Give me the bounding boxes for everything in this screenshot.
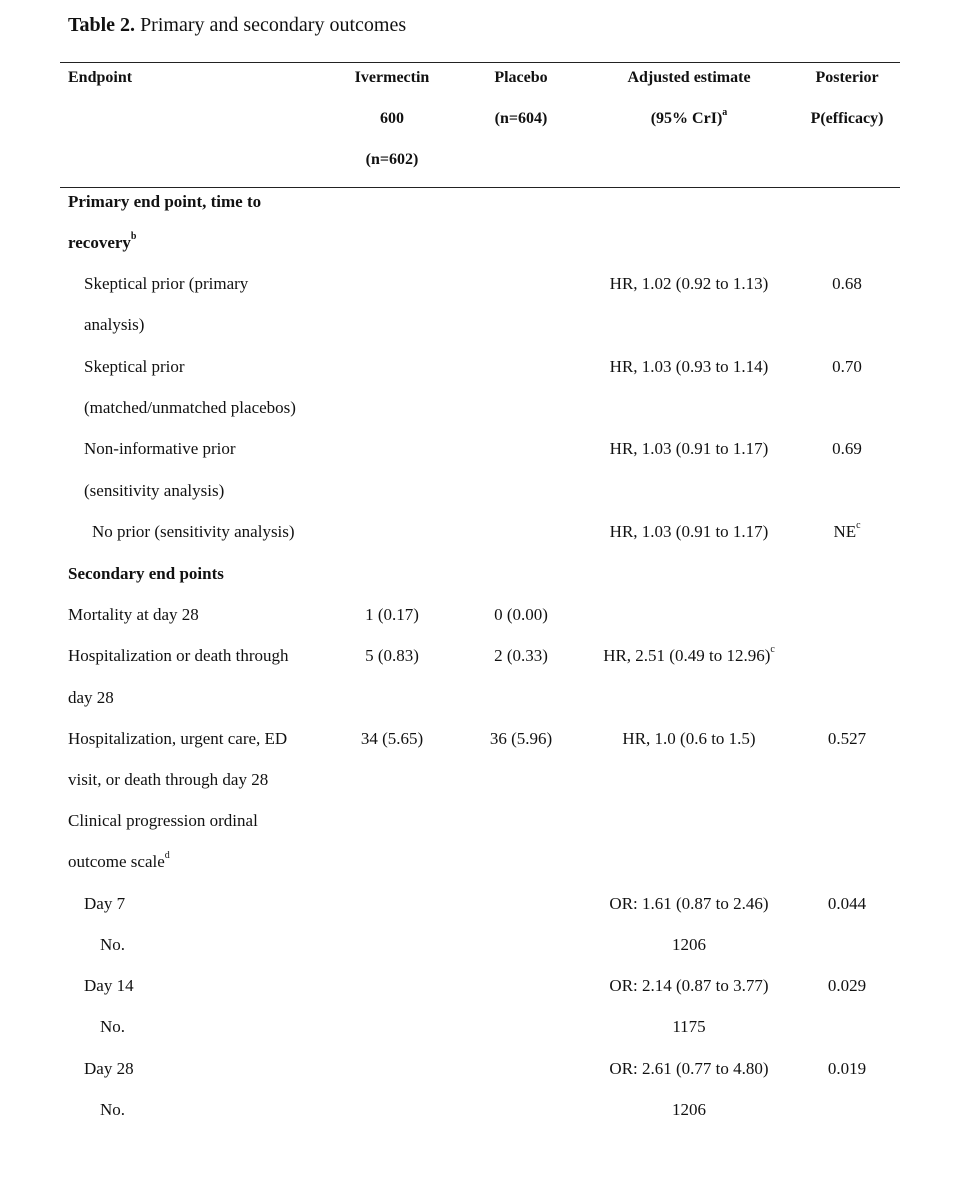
table-row: Skeptical prior HR, 1.03 (0.93 to 1.14) 0.70 — [84, 357, 862, 376]
table-row: Day 7 OR: 1.61 (0.87 to 2.46) 0.044 — [84, 894, 867, 913]
table-row: Mortality at day 28 1 (0.17) 0 (0.00) — [68, 605, 548, 624]
table-row: No. 1206 — [100, 1100, 706, 1119]
table-row: No prior (sensitivity analysis) HR, 1.03 (0.91 to 1.17) $NE^c$ — [92, 520, 861, 541]
table-row: Clinical progression ordinal — [68, 811, 258, 830]
table-row-cont: (matched/unmatched placebos) — [84, 398, 296, 417]
header-posterior: Posterior — [815, 69, 879, 86]
header-placebo: Placebo — [494, 69, 548, 86]
header-estimate: Adjusted estimate — [627, 69, 751, 86]
table-row: Day 28 OR: 2.61 (0.77 to 4.80) 0.019 — [84, 1059, 867, 1078]
header-ivermectin-n: (n=602) — [365, 151, 419, 168]
header-placebo-n: (n=604) — [494, 110, 548, 127]
table-row: No. 1206 — [100, 935, 706, 954]
header-row-2 — [0, 107, 968, 147]
table-title: Table 2. Primary and secondary outcomes — [68, 14, 407, 36]
secondary-heading: Secondary end points — [68, 564, 224, 583]
table-row-cont: visit, or death through day 28 — [68, 770, 269, 789]
table-row: Skeptical prior (primary HR, 1.02 (0.92 to 1.13) 0.68 — [84, 274, 862, 293]
header-rule — [60, 187, 900, 188]
primary-heading: Primary end point, time to — [68, 192, 262, 211]
header-posterior-efficacy: P(efficacy) — [810, 110, 884, 127]
header-ivermectin-dose: 600 — [380, 110, 404, 127]
header-row-3 — [0, 148, 968, 188]
table-row: No. 1175 — [100, 1017, 706, 1036]
header-ivermectin: Ivermectin — [354, 69, 430, 86]
header-row-1 — [0, 66, 968, 106]
table-row-cont: day 28 — [68, 688, 114, 707]
table-row-cont: analysis) — [84, 315, 145, 334]
top-rule — [60, 62, 900, 63]
table-row: Day 14 OR: 2.14 (0.87 to 3.77) 0.029 — [84, 976, 867, 995]
header-endpoint: Endpoint — [68, 69, 133, 86]
primary-heading-cont: recovery$^b$ — [68, 231, 137, 252]
table-row: Hospitalization or death through 5 (0.83) 2 (0.33) HR, 2.51 (0.49 to 12.96)$^c$ — [68, 644, 775, 665]
table-row-cont: (sensitivity analysis) — [84, 481, 225, 500]
table-row: Hospitalization, urgent care, ED 34 (5.65) 36 (5.96) HR, 1.0 (0.6 to 1.5) 0.527 — [68, 729, 867, 748]
table-row: Non-informative prior HR, 1.03 (0.91 to 1.17) 0.69 — [84, 439, 862, 458]
table-row-cont: outcome scale$^d$ — [68, 850, 170, 871]
header-estimate-cri: (95% CrI)$^a$ — [650, 106, 728, 127]
